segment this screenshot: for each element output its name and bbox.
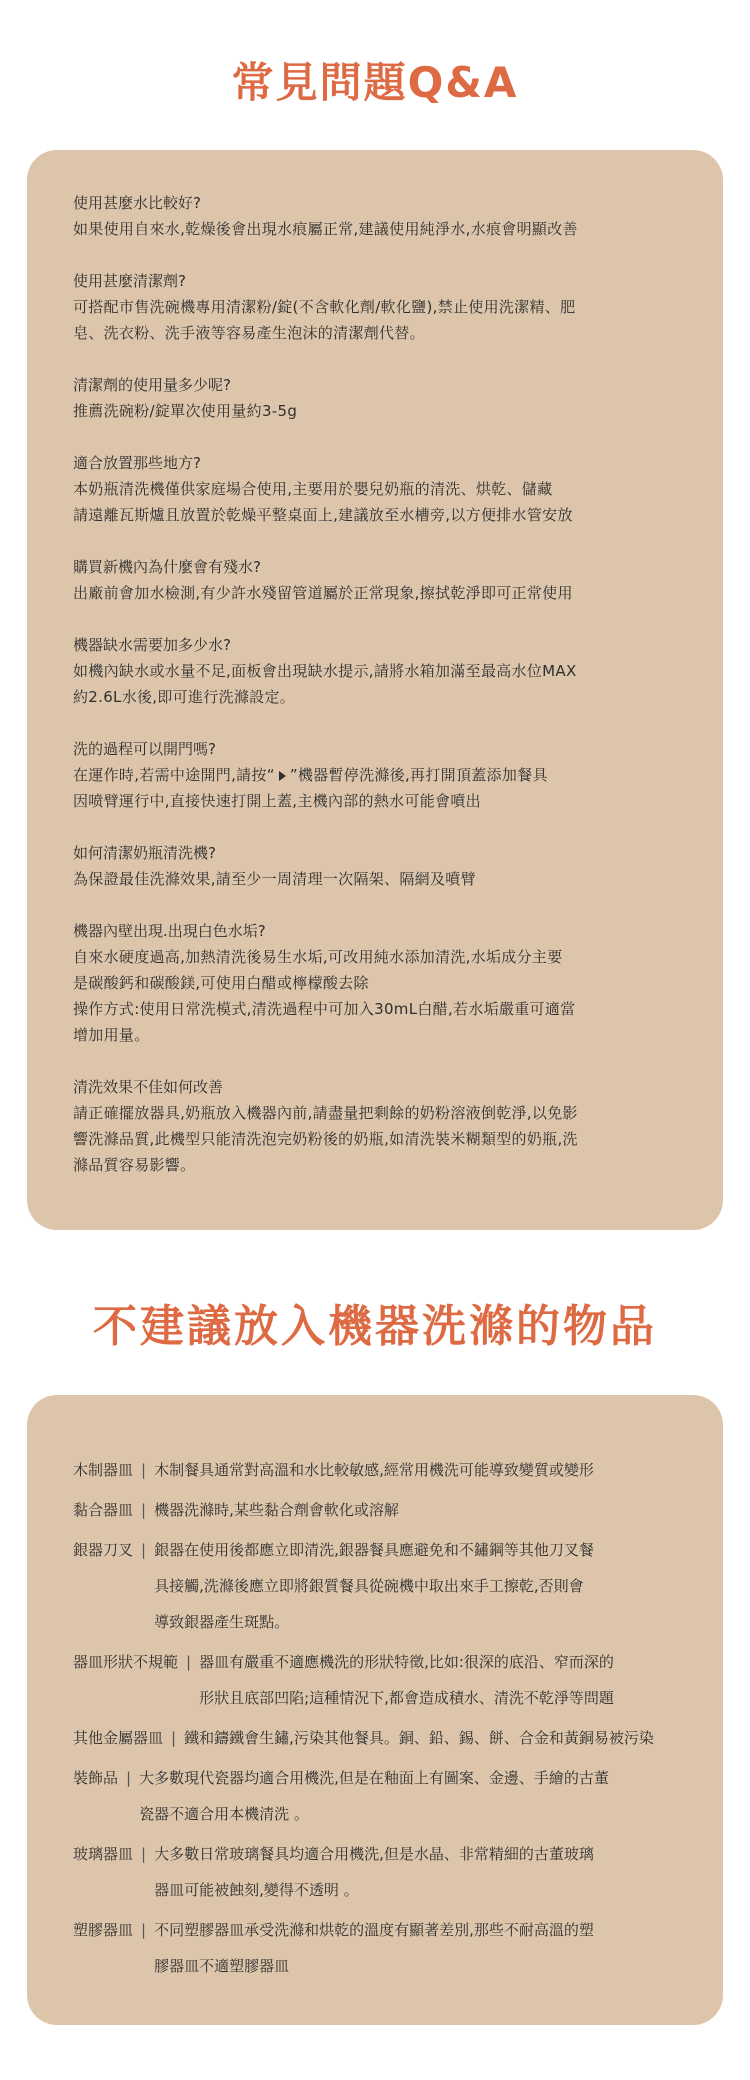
faq-answer-text: ”機器暫停洗滌後,再打開頂蓋添加餐具 xyxy=(289,766,548,784)
avoid-item-name: 銀器刀叉 xyxy=(73,1541,134,1559)
faq-answer-line: 是碳酸鈣和碳酸鎂,可使用白醋或檸檬酸去除 xyxy=(73,974,369,992)
avoid-item-desc-line: 導致銀器產生斑點。 xyxy=(154,1613,290,1631)
avoid-item xyxy=(73,1917,703,1979)
avoid-item-desc-line: 銀器在使用後都應立即清洗,銀器餐具應避免和不鏽鋼等其他刀叉餐 xyxy=(154,1541,594,1559)
faq-card xyxy=(27,150,723,1230)
avoid-item-name: 木制器皿 xyxy=(73,1461,134,1479)
faq-item xyxy=(73,554,673,606)
avoid-item-desc-line: 器皿有嚴重不適應機洗的形狀特徵,比如:很深的底沿、窄而深的 xyxy=(199,1653,614,1671)
faq-item xyxy=(73,632,673,710)
avoid-item-desc xyxy=(139,1765,609,1827)
avoid-card xyxy=(27,1395,723,2025)
faq-answer-line: 為保證最佳洗滌效果,請至少一周清理一次隔架、隔網及噴臂 xyxy=(73,870,476,888)
separator: | xyxy=(126,1769,132,1787)
avoid-item-name: 玻璃器皿 xyxy=(73,1845,134,1863)
faq-answer-line: 皂、洗衣粉、洗手液等容易產生泡沫的清潔劑代替。 xyxy=(73,324,425,342)
faq-answer-line xyxy=(73,762,673,788)
separator: | xyxy=(141,1541,147,1559)
avoid-item-name: 器皿形狀不規範 xyxy=(73,1653,179,1671)
faq-question: 適合放置那些地方? xyxy=(73,454,201,472)
faq-question: 機器內壁出現.出現白色水垢? xyxy=(73,922,266,940)
avoid-item-name: 黏合器皿 xyxy=(73,1501,134,1519)
avoid-item-desc-line: 器皿可能被蝕刻,變得不透明 。 xyxy=(154,1881,359,1899)
separator: | xyxy=(141,1845,147,1863)
avoid-item-desc-line: 大多數日常玻璃餐具均適合用機洗,但是水晶、非常精細的古董玻璃 xyxy=(154,1845,594,1863)
avoid-item-desc xyxy=(154,1841,594,1903)
avoid-item-name: 其他金屬器皿 xyxy=(73,1729,164,1747)
faq-answer-line: 推薦洗碗粉/錠單次使用量約3-5g xyxy=(73,402,298,420)
faq-answer-text: 在運作時,若需中途開門,請按“ xyxy=(73,766,275,784)
avoid-item xyxy=(73,1841,703,1903)
faq-item xyxy=(73,918,673,1048)
faq-answer-line: 請遠離瓦斯爐且放置於乾燥平整桌面上,建議放至水槽旁,以方便排水管安放 xyxy=(73,506,573,524)
avoid-title: 不建議放入機器洗滌的物品 xyxy=(93,1301,657,1352)
avoid-item xyxy=(73,1457,703,1483)
faq-answer-line: 出廠前會加水檢測,有少許水殘留管道屬於正常現象,擦拭乾淨即可正常使用 xyxy=(73,584,573,602)
faq-question: 使用甚麼水比較好? xyxy=(73,194,201,212)
avoid-item-name: 塑膠器皿 xyxy=(73,1921,134,1939)
faq-item xyxy=(73,840,673,892)
faq-question: 清潔劑的使用量多少呢? xyxy=(73,376,231,394)
avoid-item-desc xyxy=(154,1917,594,1979)
faq-item xyxy=(73,372,673,424)
avoid-item-desc xyxy=(154,1537,594,1635)
avoid-item-desc-line: 瓷器不適合用本機清洗 。 xyxy=(139,1805,309,1823)
faq-item xyxy=(73,190,673,242)
separator: | xyxy=(141,1921,147,1939)
avoid-item xyxy=(73,1649,703,1711)
separator: | xyxy=(186,1653,192,1671)
faq-question: 洗的過程可以開門嗎? xyxy=(73,740,216,758)
faq-item xyxy=(73,1074,673,1178)
faq-answer-line: 本奶瓶清洗機僅供家庭場合使用,主要用於嬰兒奶瓶的清洗、烘乾、儲藏 xyxy=(73,480,553,498)
faq-answer-line: 操作方式:使用日常洗模式,清洗過程中可加入30mL白醋,若水垢嚴重可適當 xyxy=(73,1000,576,1018)
avoid-item xyxy=(73,1765,703,1827)
faq-question: 清洗效果不佳如何改善 xyxy=(73,1078,224,1096)
faq-question: 如何清潔奶瓶清洗機? xyxy=(73,844,216,862)
faq-item xyxy=(73,736,673,814)
avoid-list xyxy=(73,1457,703,1979)
faq-answer-line: 可搭配市售洗碗機專用清潔粉/錠(不含軟化劑/軟化鹽),禁止使用洗潔精、肥 xyxy=(73,298,576,316)
faq-question: 購買新機內為什麼會有殘水? xyxy=(73,558,261,576)
avoid-item-desc-line: 大多數現代瓷器均適合用機洗,但是在釉面上有圖案、金邊、手繪的古董 xyxy=(139,1769,609,1787)
faq-list xyxy=(73,190,673,1178)
faq-answer-line: 約2.6L水後,即可進行洗滌設定。 xyxy=(73,688,296,706)
avoid-item xyxy=(73,1497,703,1523)
faq-item xyxy=(73,268,673,346)
avoid-item-desc-line: 具接觸,洗滌後應立即將銀質餐具從碗機中取出來手工擦乾,否則會 xyxy=(154,1577,584,1595)
avoid-item-name: 裝飾品 xyxy=(73,1769,119,1787)
separator: | xyxy=(171,1729,177,1747)
faq-answer-line: 滌品質容易影響。 xyxy=(73,1156,196,1174)
faq-answer-line: 請正確擺放器具,奶瓶放入機器內前,請盡量把剩餘的奶粉溶液倒乾淨,以免影 xyxy=(73,1104,578,1122)
faq-answer-line: 如機內缺水或水量不足,面板會出現缺水提示,請將水箱加滿至最高水位MAX xyxy=(73,662,577,680)
faq-item xyxy=(73,450,673,528)
avoid-item-desc xyxy=(154,1457,594,1483)
avoid-item-desc-line: 機器洗滌時,某些黏合劑會軟化或溶解 xyxy=(154,1501,399,1519)
avoid-item-desc-line: 膠器皿不適塑膠器皿 xyxy=(154,1957,290,1975)
avoid-item-desc xyxy=(199,1649,614,1711)
avoid-item-desc-line: 鐵和鑄鐵會生鏽,污染其他餐具。銅、鉛、錫、餅、合金和黃銅易被污染 xyxy=(184,1729,654,1747)
faq-title: 常見問題Q&A xyxy=(231,58,519,107)
separator: | xyxy=(141,1501,147,1519)
avoid-item-desc-line: 形狀且底部凹陷;這種情況下,都會造成積水、清洗不乾淨等問題 xyxy=(199,1689,614,1707)
faq-question: 使用甚麼清潔劑? xyxy=(73,272,186,290)
avoid-item xyxy=(73,1537,703,1635)
avoid-item-desc xyxy=(154,1497,399,1523)
avoid-item-desc-line: 不同塑膠器皿承受洗滌和烘乾的溫度有顯著差別,那些不耐高溫的塑 xyxy=(154,1921,594,1939)
faq-answer-line: 增加用量。 xyxy=(73,1026,150,1044)
faq-answer-line: 自來水硬度過高,加熱清洗後易生水垢,可改用純水添加清洗,水垢成分主要 xyxy=(73,948,563,966)
avoid-item-desc xyxy=(184,1725,654,1751)
avoid-item-desc-line: 木制餐具通常對高溫和水比較敏感,經常用機洗可能導致變質或變形 xyxy=(154,1461,594,1479)
play-icon xyxy=(279,771,286,781)
faq-answer-line: 因喷臂運行中,直接快速打開上蓋,主機內部的熱水可能會噴出 xyxy=(73,792,481,810)
separator: | xyxy=(141,1461,147,1479)
faq-answer-line: 如果使用自來水,乾燥後會出現水痕屬正常,建議使用純淨水,水痕會明顯改善 xyxy=(73,220,578,238)
faq-answer-line: 響洗滌品質,此機型只能清洗泡完奶粉後的奶瓶,如清洗裝米糊類型的奶瓶,洗 xyxy=(73,1130,578,1148)
avoid-item xyxy=(73,1725,703,1751)
faq-question: 機器缺水需要加多少水? xyxy=(73,636,231,654)
